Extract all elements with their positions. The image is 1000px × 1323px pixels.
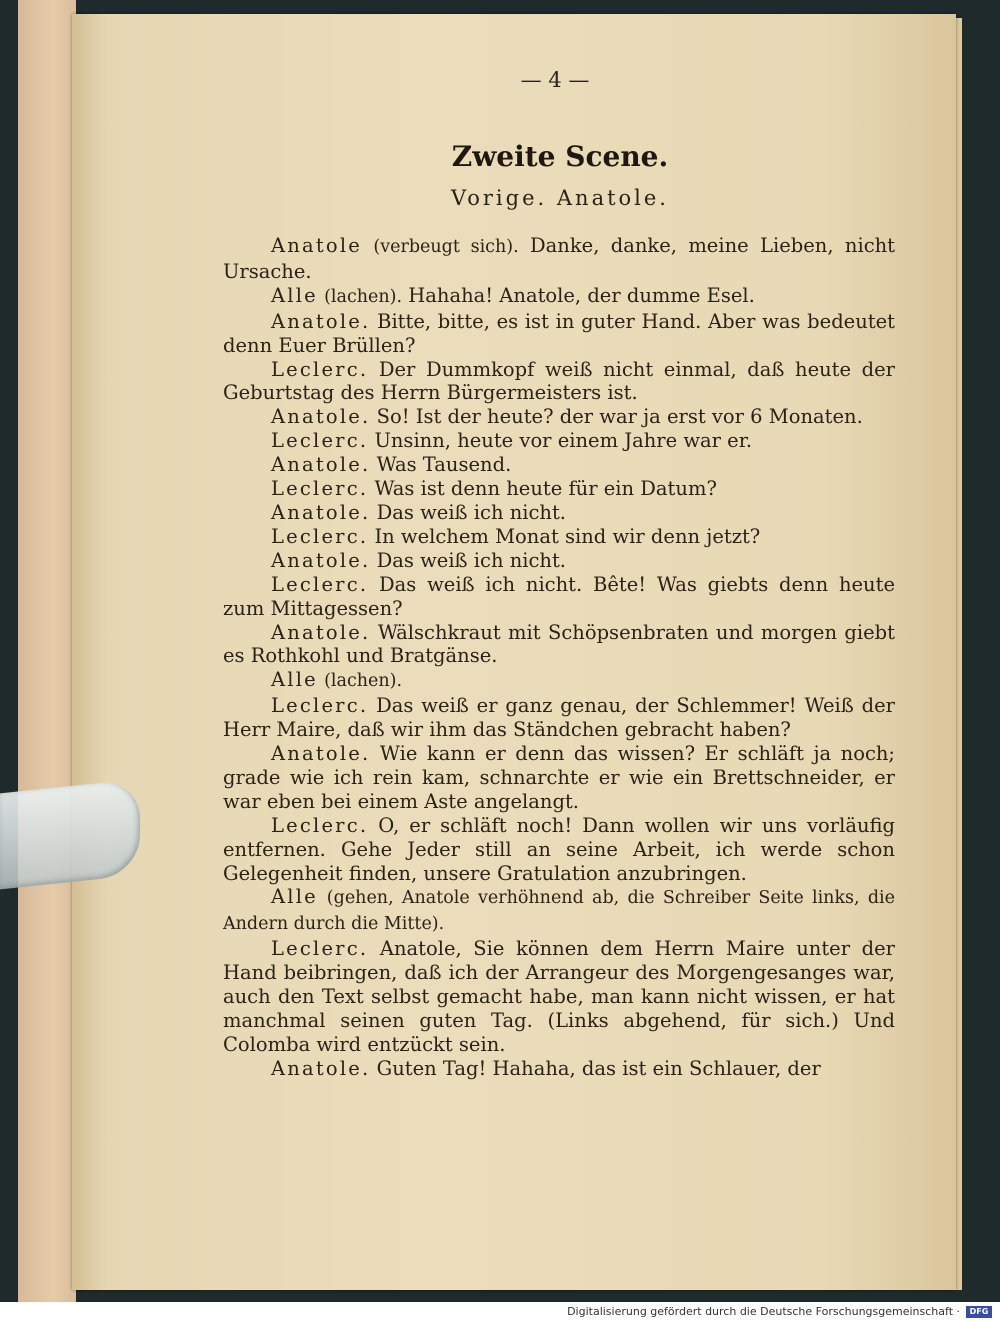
- speaker-name: Anatole: [271, 234, 363, 257]
- speaker-name: Leclerc.: [271, 524, 369, 548]
- speaker-name: Leclerc.: [271, 572, 369, 596]
- speaker-name: Leclerc.: [271, 477, 369, 501]
- dialogue-text: Was Tausend.: [376, 453, 512, 477]
- stage-direction: (gehen, Anatole verhöhnend ab, die Schreiber Seite links, die Andern durch die Mitte).: [223, 888, 895, 935]
- speaker-name: Anatole.: [271, 548, 371, 572]
- dialogue-paragraph: [223, 668, 895, 694]
- speaker-name: Anatole.: [271, 500, 371, 524]
- dialogue-text: Wälschkraut mit Schöpsenbraten und morgen giebt es Rothkohl und Bratgänse.: [223, 620, 895, 668]
- dialogue-text: Guten Tag! Hahaha, das ist ein Schlauer, der: [376, 1056, 821, 1080]
- dialogue-text: Das weiß ich nicht.: [376, 500, 567, 524]
- dialogue-text: So! Ist der heute? der war ja erst vor 6 Monaten.: [376, 405, 863, 429]
- speaker-name: Leclerc.: [271, 429, 369, 453]
- scene-subtitle: Vorige. Anatole.: [451, 186, 669, 210]
- stage-direction: (verbeugt sich).: [373, 237, 519, 257]
- dialogue-paragraph: [223, 742, 895, 814]
- scene-title: Zweite Scene.: [451, 140, 669, 173]
- dialogue-paragraph: [223, 234, 895, 284]
- dialogue-paragraph: [223, 310, 895, 358]
- dialogue-paragraph: [223, 694, 895, 742]
- dialogue-paragraph: [223, 573, 895, 621]
- dialogue-text: O, er schläft noch! Dann wollen wir uns vorläufig entfernen. Gehe Jeder still an seine Arbeit, ich werde schon Gelegenheit finden, unsere Gratulation anzubringen.: [223, 813, 895, 885]
- dialogue-text: Der Dummkopf weiß nicht einmal, daß heute der Geburtstag des Herrn Bürgermeisters ist.: [223, 357, 895, 405]
- speaker-name: Anatole.: [271, 309, 371, 333]
- play-text: [223, 234, 895, 1081]
- dialogue-text: In welchem Monat sind wir denn jetzt?: [374, 524, 761, 548]
- dialogue-paragraph: [223, 477, 895, 501]
- speaker-name: Anatole.: [271, 742, 371, 766]
- dialogue-text: Wie kann er denn das wissen? Er schläft ja noch; grade wie ich rein kam, schnarchte er wie ein Brettschneider, er war eben bei einem Aste angelangt.: [223, 742, 895, 813]
- dialogue-paragraph: [223, 549, 895, 573]
- dialogue-paragraph: [223, 284, 895, 310]
- dialogue-paragraph: [223, 429, 895, 453]
- dialogue-paragraph: [223, 885, 895, 937]
- dialogue-paragraph: [223, 525, 895, 549]
- footer-credit: Digitalisierung gefördert durch die Deutsche Forschungsgemeinschaft ·: [567, 1305, 960, 1318]
- footer-bar: [0, 1302, 1000, 1323]
- stage-direction: (lachen).: [324, 671, 403, 692]
- dialogue-text: Anatole, Sie können dem Herrn Maire unter der Hand beibringen, daß ich der Arrangeur des Morgengesanges war, auch den Text selbst gemacht habe, man kann nicht wissen, er hat manchmal seinen guten Tag. (Links abgehend, für sich.) Und Colomba wird entzückt sein.: [223, 937, 895, 1056]
- speaker-name: Anatole.: [271, 1056, 371, 1080]
- dialogue-paragraph: [223, 405, 895, 429]
- speaker-name: Alle: [271, 283, 318, 307]
- speaker-name: Leclerc.: [271, 694, 369, 718]
- dialogue-text: Hahaha! Anatole, der dumme Esel.: [408, 283, 755, 307]
- dialogue-paragraph: [223, 621, 895, 669]
- dialogue-text: Bitte, bitte, es ist in guter Hand. Aber was bedeutet denn Euer Brüllen?: [223, 309, 895, 357]
- dialogue-paragraph: [223, 501, 895, 525]
- speaker-name: Leclerc.: [271, 357, 369, 381]
- speaker-name: Leclerc.: [271, 813, 369, 837]
- speaker-name: Anatole.: [271, 405, 371, 429]
- dialogue-text: Das weiß er ganz genau, der Schlemmer! Weiß der Herr Maire, daß wir ihm das Ständchen gebracht haben?: [223, 694, 895, 742]
- speaker-name: Anatole.: [271, 453, 371, 477]
- speaker-name: Anatole.: [271, 620, 371, 644]
- dialogue-paragraph: [223, 814, 895, 886]
- dialogue-text: Danke, danke, meine Lieben, nicht Ursache.: [223, 234, 896, 283]
- dialogue-text: Das weiß ich nicht.: [376, 548, 567, 572]
- dialogue-text: Unsinn, heute vor einem Jahre war er.: [374, 429, 753, 453]
- speaker-name: Alle: [271, 885, 318, 909]
- speaker-name: Leclerc.: [271, 937, 369, 961]
- dfg-logo-icon: DFG: [966, 1306, 992, 1318]
- stage-direction: (lachen).: [324, 286, 403, 307]
- speaker-name: Alle: [271, 668, 318, 692]
- dialogue-paragraph: [223, 358, 895, 406]
- dialogue-paragraph: [223, 937, 895, 1057]
- dialogue-text: Das weiß ich nicht. Bête! Was giebts denn heute zum Mittagessen?: [223, 572, 895, 620]
- page-number: — 4 —: [520, 68, 590, 92]
- dialogue-paragraph: [223, 1057, 895, 1081]
- dialogue-text: Was ist denn heute für ein Datum?: [374, 477, 717, 501]
- dialogue-paragraph: [223, 453, 895, 477]
